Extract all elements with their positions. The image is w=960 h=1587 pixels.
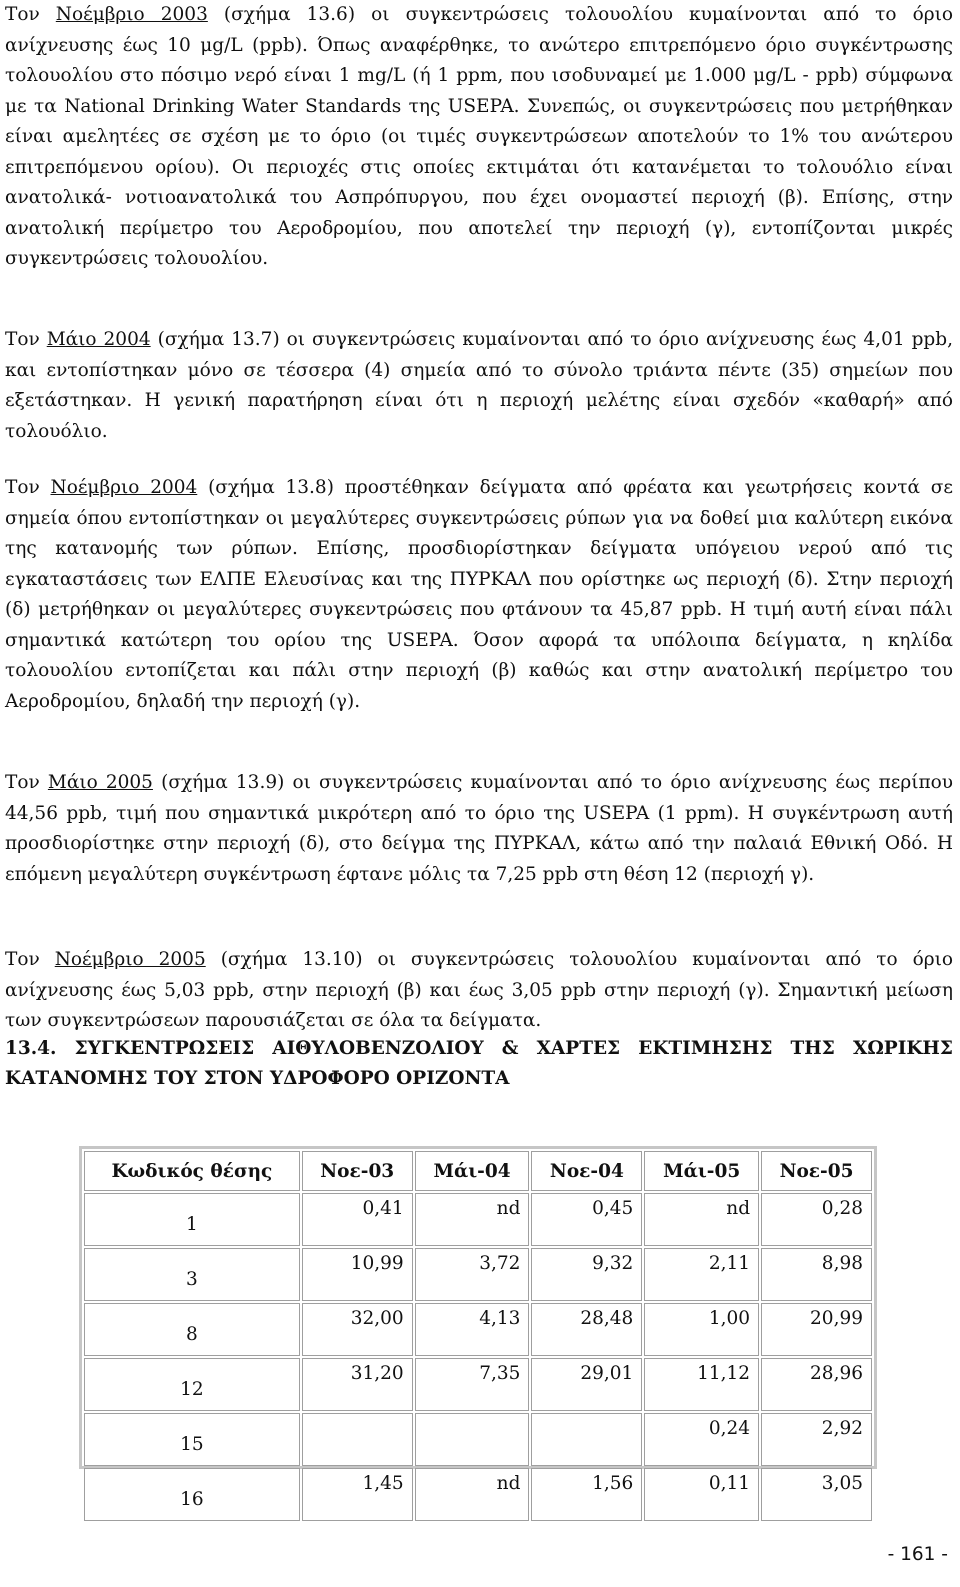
table-cell: 4,13 (415, 1303, 530, 1356)
table-cell (531, 1413, 642, 1466)
site-code-cell: 15 (84, 1413, 300, 1466)
table-cell: 3,05 (761, 1468, 872, 1521)
table-cell: 29,01 (531, 1358, 642, 1411)
table-cell: 0,41 (302, 1193, 413, 1246)
table-cell: 31,20 (302, 1358, 413, 1411)
table-cell: 1,56 (531, 1468, 642, 1521)
table-cell: 2,92 (761, 1413, 872, 1466)
table-cell: 0,45 (531, 1193, 642, 1246)
site-code-cell: 1 (84, 1193, 300, 1246)
table-cell: nd (415, 1193, 530, 1246)
table-cell: 9,32 (531, 1248, 642, 1301)
text: (σχήμα 13.8) προστέθηκαν δείγματα από φρέατα και γεωτρήσεις κοντά σε σημεία όπου εντοπίστηκαν οι μεγαλύτερες συγκεντρώσεις ρύπων για να δοθεί μια καλύτερη εικόνα της κατανομής των ρύπων. Επίσης, προσδιορίστηκαν δείγματα υπόγειου νερού από τις εγκαταστάσεις των ΕΛΠΕ Ελευσίνας και της ΠΥΡΚΑΛ που ορίστηκε ως περιοχή (δ). Στην περιοχή (δ) μετρήθηκαν οι μεγαλύτερες συγκεντρώσεις που φτάνουν τα 45,87 ppb. Η τιμή αυτή είναι πάλι σημαντικά κατώτερη του ορίου της USEPA. Όσον αφορά τα υπόλοιπα δείγματα, η κηλίδα τολουολίου εντοπίζεται και πάλι στην περιοχή (β) καθώς και στην ανατολική περίμετρο του Αεροδρομίου, δηλαδή την περιοχή (γ). (5, 477, 953, 712)
site-code-cell: 12 (84, 1358, 300, 1411)
paragraph-nov-2004 (5, 473, 953, 717)
paragraph-may-2004 (5, 325, 953, 447)
table-cell: 0,11 (644, 1468, 759, 1521)
table-cell: nd (415, 1468, 530, 1521)
table-cell (415, 1413, 530, 1466)
underlined-date: Νοέμβριο 2004 (50, 477, 198, 498)
column-header: Νοε-05 (761, 1151, 872, 1191)
table-cell: 28,96 (761, 1358, 872, 1411)
table-cell: 0,24 (644, 1413, 759, 1466)
section-heading: 13.4. ΣΥΓΚΕΝΤΡΩΣΕΙΣ ΑΙΘΥΛΟΒΕΝΖΟΛΙΟΥ & ΧΑΡΤΕΣ ΕΚΤΙΜΗΣΗΣ ΤΗΣ ΧΩΡΙΚΗΣ ΚΑΤΑΝΟΜΗΣ ΤΟΥ ΣΤΟΝ ΥΔΡΟΦΟΡΟ ΟΡΙΖΟΝΤΑ (5, 1038, 953, 1089)
table-row (84, 1303, 872, 1356)
underlined-date: Νοέμβριο 2005 (54, 949, 206, 970)
text: (σχήμα 13.7) οι συγκεντρώσεις κυμαίνονται από το όριο ανίχνευσης έως 4,01 ppb, και εντοπίστηκαν μόνο σε τέσσερα (4) σημεία από το σύνολο τριάντα πέντε (35) σημείων που εξετάστηκαν. Η γενική παρατήρηση είναι ότι η περιοχή μελέτης είναι σχεδόν «καθαρή» από τολουόλιο. (5, 329, 953, 442)
column-header: Κωδικός θέσης (84, 1151, 300, 1191)
text: Τον (5, 772, 48, 793)
text: (σχήμα 13.10) οι συγκεντρώσεις τολουολίου κυμαίνονται από το όριο ανίχνευσης έως 5,03 ppb, στην περιοχή (β) και έως 3,05 ppb στην περιοχή (γ). Σημαντική μείωση των συγκεντρώσεων παρουσιάζεται σε όλα τα δείγματα. (5, 949, 954, 1031)
column-header: Μάι-05 (644, 1151, 759, 1191)
paragraph-may-2005 (5, 768, 953, 890)
paragraph-nov-2005 (5, 945, 953, 1037)
table-header-row (84, 1151, 872, 1191)
table-cell: 8,98 (761, 1248, 872, 1301)
column-header: Μάι-04 (415, 1151, 530, 1191)
table-cell: 2,11 (644, 1248, 759, 1301)
underlined-date: Νοέμβριο 2003 (55, 4, 208, 25)
table-row (84, 1413, 872, 1466)
table-cell: 10,99 (302, 1248, 413, 1301)
table-cell (302, 1413, 413, 1466)
site-code-cell: 3 (84, 1248, 300, 1301)
page-number: - 161 - (887, 1544, 948, 1565)
column-header: Νοε-04 (531, 1151, 642, 1191)
text: Τον (5, 477, 51, 498)
text: (σχήμα 13.6) οι συγκεντρώσεις τολουολίου κυμαίνονται από το όριο ανίχνευσης έως 10 μg/L (ppb). Όπως αναφέρθηκε, το ανώτερο επιτρεπόμενο όριο συγκέντρωσης τολουολίου στο πόσιμο νερό είναι 1 mg/L (ή 1 ppm, που ισοδυναμεί με 1.000 μg/L - ppb) σύμφωνα με τα National Drinking Water Standards της USEPA. Συνεπώς, οι συγκεντρώσεις που μετρήθηκαν είναι αμελητέες σε σχέση με το όριο (οι τιμές συγκεντρώσεων αποτελούν το 1% του ανώτερου επιτρεπόμενου ορίου). Οι περιοχές στις οποίες εκτιμάται ότι κατανέμεται το τολουόλιο είναι ανατολικά- νοτιοανατολικά του Ασπρόπυργου, που έχει ονομαστεί περιοχή (β). Επίσης, στην ανατολική περίμετρο του Αεροδρομίου, που αποτελεί την περιοχή (γ), εντοπίζονται μικρές συγκεντρώσεις τολουολίου. (5, 4, 953, 269)
table-cell: 3,72 (415, 1248, 530, 1301)
table-cell: 0,28 (761, 1193, 872, 1246)
text: (σχήμα 13.9) οι συγκεντρώσεις κυμαίνονται από το όριο ανίχνευσης έως περίπου 44,56 ppb, τιμή που σημαντικά μικρότερη από το όριο της USEPA (1 ppm). Η συγκέντρωση αυτή προσδιορίστηκε στην περιοχή (δ), στο δείγμα της ΠΥΡΚΑΛ, κάτω από την παλαιά Εθνική Οδό. Η επόμενη μεγαλύτερη συγκέντρωση έφτανε μόλις τα 7,25 ppb στη θέση 12 (περιοχή γ). (5, 772, 953, 885)
table-row (84, 1193, 872, 1246)
column-header: Νοε-03 (302, 1151, 413, 1191)
table-cell: nd (644, 1193, 759, 1246)
table-cell: 1,45 (302, 1468, 413, 1521)
underlined-date: Μάιο 2004 (46, 329, 151, 350)
text: Τον (5, 4, 56, 25)
table-cell: 28,48 (531, 1303, 642, 1356)
concentration-table (79, 1146, 877, 1510)
underlined-date: Μάιο 2005 (47, 772, 153, 793)
table-cell: 20,99 (761, 1303, 872, 1356)
table-cell: 32,00 (302, 1303, 413, 1356)
site-code-cell: 8 (84, 1303, 300, 1356)
text: Τον (5, 329, 47, 350)
table-cell: 7,35 (415, 1358, 530, 1411)
table-row (84, 1358, 872, 1411)
table-cell: 1,00 (644, 1303, 759, 1356)
site-code-cell: 16 (84, 1468, 300, 1521)
table-cell: 11,12 (644, 1358, 759, 1411)
paragraph-nov-2003 (5, 0, 953, 275)
table-row (84, 1468, 872, 1521)
text: Τον (5, 949, 55, 970)
table-row (84, 1248, 872, 1301)
